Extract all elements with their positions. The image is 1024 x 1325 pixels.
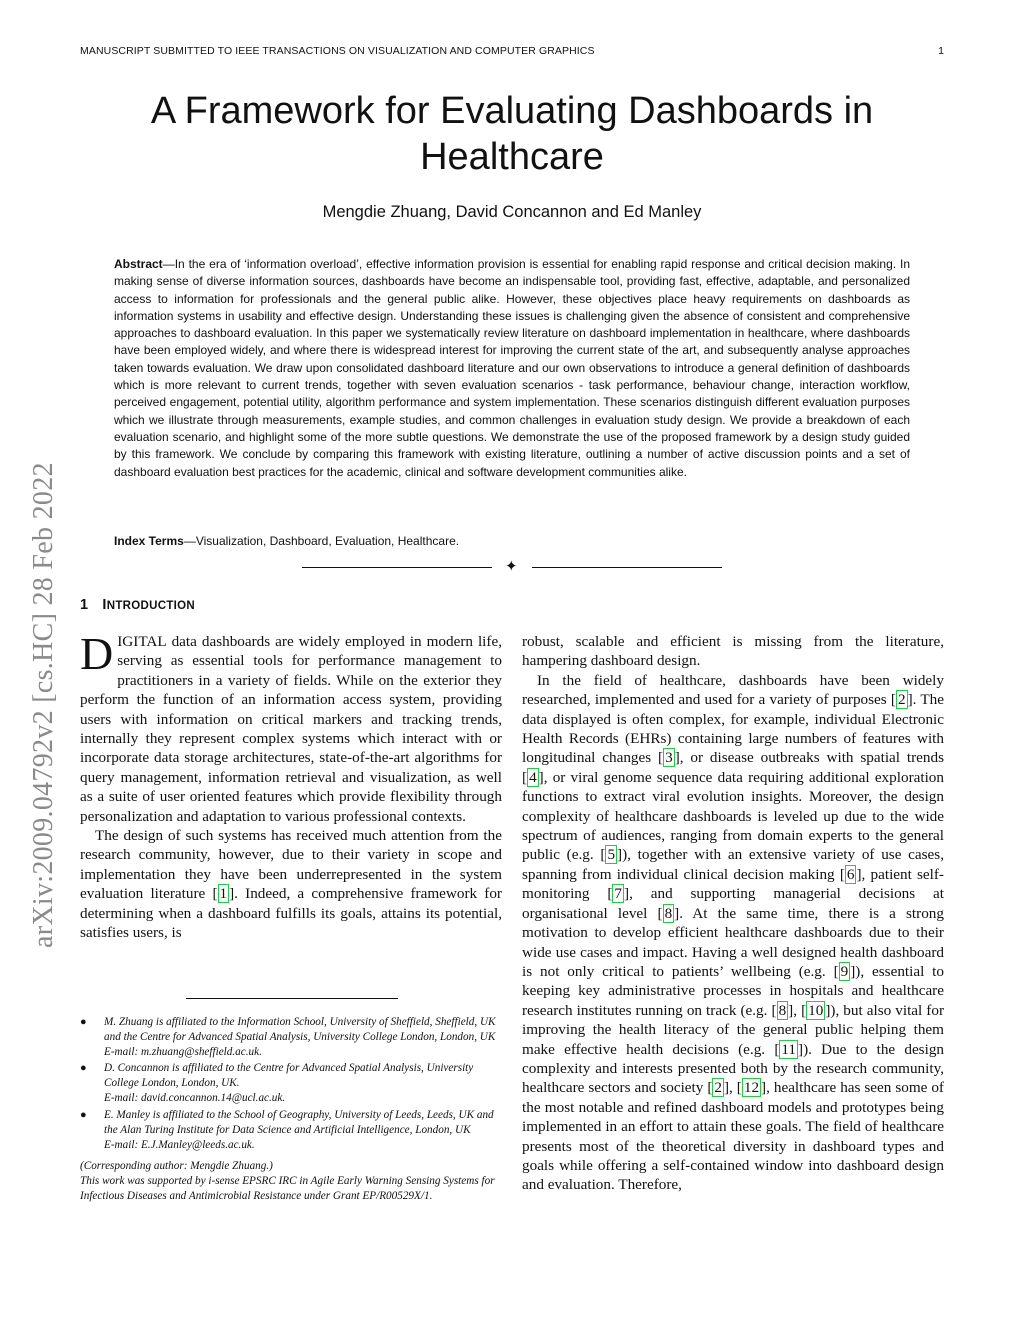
page-number: 1 xyxy=(938,45,944,57)
section-title-initial: I xyxy=(102,597,107,613)
section-separator xyxy=(302,558,722,578)
funding-note: This work was supported by i-sense EPSRC IRC in Agile Early Warning Sensing Systems for Infectious Diseases and Antimicrobial Resistance under Grant EP/R00529X/1. xyxy=(80,1174,495,1203)
arxiv-stamp: arXiv:2009.04792v2 [cs.HC] 28 Feb 2022 xyxy=(28,462,59,948)
section-title-rest: NTRODUCTION xyxy=(106,600,195,612)
citation-link[interactable]: 8 xyxy=(664,904,673,922)
abstract-label: Abstract xyxy=(114,257,163,271)
separator-line-left xyxy=(302,567,492,568)
corresponding-author-note: (Corresponding author: Mengdie Zhuang.) xyxy=(80,1159,273,1172)
paper-title: A Framework for Evaluating Dashboards in Healthcare xyxy=(150,90,874,178)
footnote-rule xyxy=(186,998,398,999)
citation-link[interactable]: 6 xyxy=(846,865,855,883)
citation-link[interactable]: 2 xyxy=(714,1079,722,1097)
intro-paragraph-1 xyxy=(80,628,502,826)
body-column-left xyxy=(80,628,502,943)
citation-link[interactable]: 1 xyxy=(219,885,228,903)
abstract-text: —In the era of ‘information overload’, effective information provision is essential for enabling rapid response and critical decision making. In making sense of diverse information sources, dashboards have become an indispensable tool, providing fast, effective, adaptable, and personalized access to information for professionals and the general public alike. However, these objectives place heavy requirements on dashboards as information systems in usability and effective design. Understanding these issues is challenging given the absence of consistent and comprehensive approaches to dashboard evaluation. In this paper we systematically review literature on dashboard implementation in healthcare, where dashboards have been employed widely, and where there is widespread interest for improving the current state of the art, and subsequently analyse approaches taken towards evaluation. We draw upon consolidated dashboard literature and our own observations to introduce a general definition of dashboards which is more relevant to current trends, together with seven evaluation scenarios - task performance, behaviour change, interaction workflow, perceived engagement, potential utility, algorithm performance and system implementation. These scenarios distinguish different evaluation purposes which we illustrate through measurements, example studies, and common challenges in evaluation study design. We provide a breakdown of each evaluation scenario, and highlight some of the more subtle questions. We demonstrate the use of the proposed framework by a design study guided by this framework. We conclude by comparing this framework with existing literature, outlining a number of active discussion points and a set of dashboard evaluation best practices for the academic, clinical and software development communities alike. xyxy=(114,257,910,479)
diamond-icon: ✦ xyxy=(505,559,518,575)
dropcap-rest: IGITAL xyxy=(117,633,167,650)
body-column-right xyxy=(522,632,944,1195)
drop-cap: D xyxy=(80,628,114,679)
citation-link[interactable]: 8 xyxy=(778,1001,787,1019)
footnote-affiliation-concannon: ● D. Concannon is affiliated to the Centre for Advanced Spatial Analysis, University College London, London, UK. E-mail: david.concannon.14@ucl.ac.uk. xyxy=(80,1062,474,1105)
author-list: Mengdie Zhuang, David Concannon and Ed Manley xyxy=(322,203,702,221)
bullet-icon: ● xyxy=(80,1062,87,1075)
bullet-icon: ● xyxy=(80,1016,87,1028)
footnote-affiliation-zhuang: ● M. Zhuang is affiliated to the Information School, University of Sheffield, Sheffield, UK and the Centre for Advanced Spatial Analysis, University College London, London, UK E-mail: m.zhuang@sheffield.ac.uk. xyxy=(80,1016,496,1059)
bullet-icon: ● xyxy=(80,1108,87,1121)
citation-link[interactable]: 9 xyxy=(840,962,849,980)
citation-link[interactable]: 5 xyxy=(607,846,616,864)
intro-paragraph-continued: robust, scalable and efficient is missing from the literature, hampering dashboard design. xyxy=(522,633,944,670)
index-terms-label: Index Terms xyxy=(114,534,184,548)
citation-link[interactable]: 2 xyxy=(897,691,906,709)
separator-line-right xyxy=(532,567,722,568)
footnotes xyxy=(80,1015,502,1204)
citation-link[interactable]: 3 xyxy=(665,749,673,767)
abstract xyxy=(114,256,910,481)
running-head: MANUSCRIPT SUBMITTED TO IEEE TRANSACTIONS ON VISUALIZATION AND COMPUTER GRAPHICS xyxy=(80,45,595,57)
intro-paragraph-2: The design of such systems has received much attention from the research community, however, due to their variety in scope and implementation they have been underrepresented in the system evaluation literature [ 1 ]. Indeed, a comprehensive framework for determining when a dashboard fulfills its goals, attains its potential, satisfies users, is xyxy=(80,827,502,942)
footnote-affiliation-manley: ● E. Manley is affiliated to the School of Geography, University of Leeds, Leeds, UK and the Alan Turing Institute for Data Science and Artificial Intelligence, London, UK E-mail: E.J.Manley@leeds.ac.uk. xyxy=(80,1108,494,1151)
intro-paragraph-1-text: data dashboards are widely employed in modern life, serving as essential tools for performance management to practitioners in a variety of fields. While on the exterior they perform the function of an information access system, providing users with information on critical markers and tracking trends, internally they represent complex systems which interact with or incorporate data storage architectures, state-of-the-art algorithms for query management, information retrieval and visualization, as well as a suite of user oriented features which provide flexibility through personalization and adaptation to various professional contexts. xyxy=(80,633,502,825)
index-terms xyxy=(114,534,910,548)
citation-link[interactable]: 10 xyxy=(808,1001,824,1019)
citation-link[interactable]: 11 xyxy=(781,1040,796,1058)
citation-link[interactable]: 7 xyxy=(614,885,623,903)
citation-link[interactable]: 4 xyxy=(529,768,537,786)
index-terms-text: —Visualization, Dashboard, Evaluation, Healthcare. xyxy=(183,534,460,548)
citation-link[interactable]: 12 xyxy=(743,1079,760,1097)
section-number: 1 xyxy=(80,597,89,613)
section-heading-introduction xyxy=(80,597,195,613)
intro-paragraph-3: In the field of healthcare, dashboards have been widely researched, implemented and used for a variety of purposes [ 2 ]. The data displayed is often complex, for example, individual Electronic Health Records (EHRs) containing large numbers of features with longitudinal changes [ 3 ], or disease outbreaks with spatial trends [ 4 ], or viral genome sequence data requiring additional exploration functions to extract viral evolution insights. Moreover, the design complexity of healthcare dashboards is leveled up due to the wide spectrum of audiences, ranging from domain experts to the general public (e.g. [ 5 ]), together with an extensive variety of use cases, spanning from individual clinical decision making [ 6 ], patient self-monitoring [ 7 ], and supporting managerial decisions at organisational level [ 8 ]. At the same time, there is a strong motivation to develop efficient healthcare dashboards due to their wide use cases and impact. Having a well designed health dashboard is not only critical to patients’ wellbeing (e.g. [ 9 ]), essential to keeping key administrative processes in hospitals and healthcare research institutes running on track (e.g. [ 8 ], [ 10 ]), but also vital for improving the health literacy of the general public helping them make effective health decisions (e.g. [ 11 ]). Due to the design complexity and interests presented both by the research community, healthcare sectors and society [ 2 ], [ 12 ], healthcare has seen some of the most notable and refined dashboard models and prototypes being implemented in an effort to attain these goals. The field of healthcare presents most of the theoretical diversity in dashboard types and goals while offering a self-contained window into dashboard design and evaluation. Therefore, xyxy=(522,671,945,1194)
